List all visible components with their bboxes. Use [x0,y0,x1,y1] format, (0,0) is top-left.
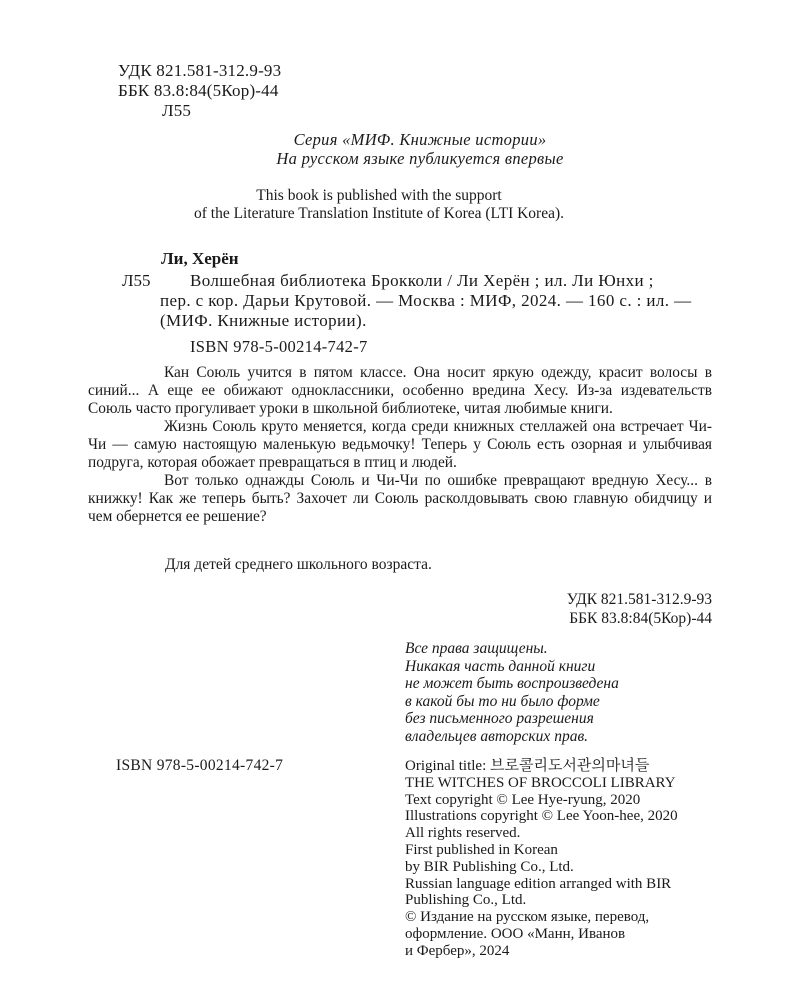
bbk-code: ББК 83.8:84(5Кор)-44 [118,81,279,100]
annotation-block [88,364,712,526]
author-heading: Ли, Херён [161,249,239,268]
udk-code-bottom: УДК 821.581-312.9-93 [566,591,712,608]
rights-notice-line: Все права защищены. [405,640,548,657]
support-note-line1: This book is published with the support [256,187,502,204]
copyright-line: All rights reserved. [405,825,521,842]
copyright-line: Illustrations copyright © Lee Yoon-hee, 2020 [405,808,678,825]
isbn-top: ISBN 978-5-00214-742-7 [190,337,368,356]
rights-notice-line: владельцев авторских прав. [405,727,589,745]
annotation-paragraph-1: Кан Союль учится в пятом классе. Она носит яркую одежду, красит волосы в синий... А еще ее обижают одноклассники, особенно вредина Хесу. Из-за издевательств Союль часто прогуливает уроки в школьной библиотеке, читая любимые книги. [88,364,712,417]
support-note [0,187,758,222]
copyright-line: Publishing Co., Ltd. [405,892,527,909]
copyright-line: и Фербер», 2024 [405,942,510,959]
rights-notice-line: не может быть воспроизведена [405,675,619,693]
annotation-paragraph-3: Вот только однажды Союль и Чи-Чи по ошибке превращают вредную Хесу... в книжку! Как же теперь быть? Захочет ли Союль расколдовывать свою главную обидчицу и чем обернется ее решение? [88,472,712,525]
isbn-bottom: ISBN 978-5-00214-742-7 [116,757,284,774]
series-note [40,130,800,168]
bbk-code-bottom: ББК 83.8:84(5Кор)-44 [569,609,712,627]
bottom-classification-block [460,591,712,628]
copyright-line: First published in Korean [405,841,558,858]
series-title: Серия «МИФ. Книжные истории» [293,130,547,149]
copyright-block [405,758,678,960]
catalog-entry-line3: (МИФ. Книжные истории). [160,311,367,330]
copyright-line: © Издание на русском языке, перевод, [405,909,650,926]
rights-notice-line: в какой бы то ни было форме [405,692,600,710]
copyright-line: Original title: 브로콜리도서관의마녀들 [405,758,650,774]
copyright-line: by BIR Publishing Co., Ltd. [405,858,574,875]
copyright-line: Russian language edition arranged with BIR [405,875,672,892]
copyright-line: оформление. ООО «Манн, Иванов [405,925,626,942]
rights-notice-line: Никакая часть данной книги [405,657,596,675]
annotation-paragraph-2: Жизнь Союль круто меняется, когда среди книжных стеллажей она встречает Чи-Чи — самую настоящую маленькую ведьмочку! Теперь у Союль есть озорная и улыбчивая подруга, которая обожает превращаться в птиц и людей. [88,418,712,471]
catalog-entry-line1: Волшебная библиотека Брокколи / Ли Херён ; ил. Ли Юнхи ; [190,271,654,290]
author-sign: Л55 [162,101,192,120]
support-note-line2: of the Literature Translation Institute of Korea (LTI Korea). [193,204,565,222]
copyright-line: THE WITCHES OF BROCCOLI LIBRARY [405,774,676,791]
catalog-entry-line2: пер. с кор. Дарьи Крутовой. — Москва : МИФ, 2024. — 160 с. : ил. — [160,291,692,310]
top-classification-block [118,61,281,121]
udk-code: УДК 821.581-312.9-93 [118,61,282,80]
rights-notice-line: без письменного разрешения [405,710,594,728]
copyright-line: Text copyright © Lee Hye-ryung, 2020 [405,791,641,808]
audience-note: Для детей среднего школьного возраста. [165,556,432,573]
catalog-entry-sign: Л55 [122,271,151,290]
first-publication-note: На русском языке публикуется впервые [276,149,564,168]
rights-notice [405,640,619,746]
